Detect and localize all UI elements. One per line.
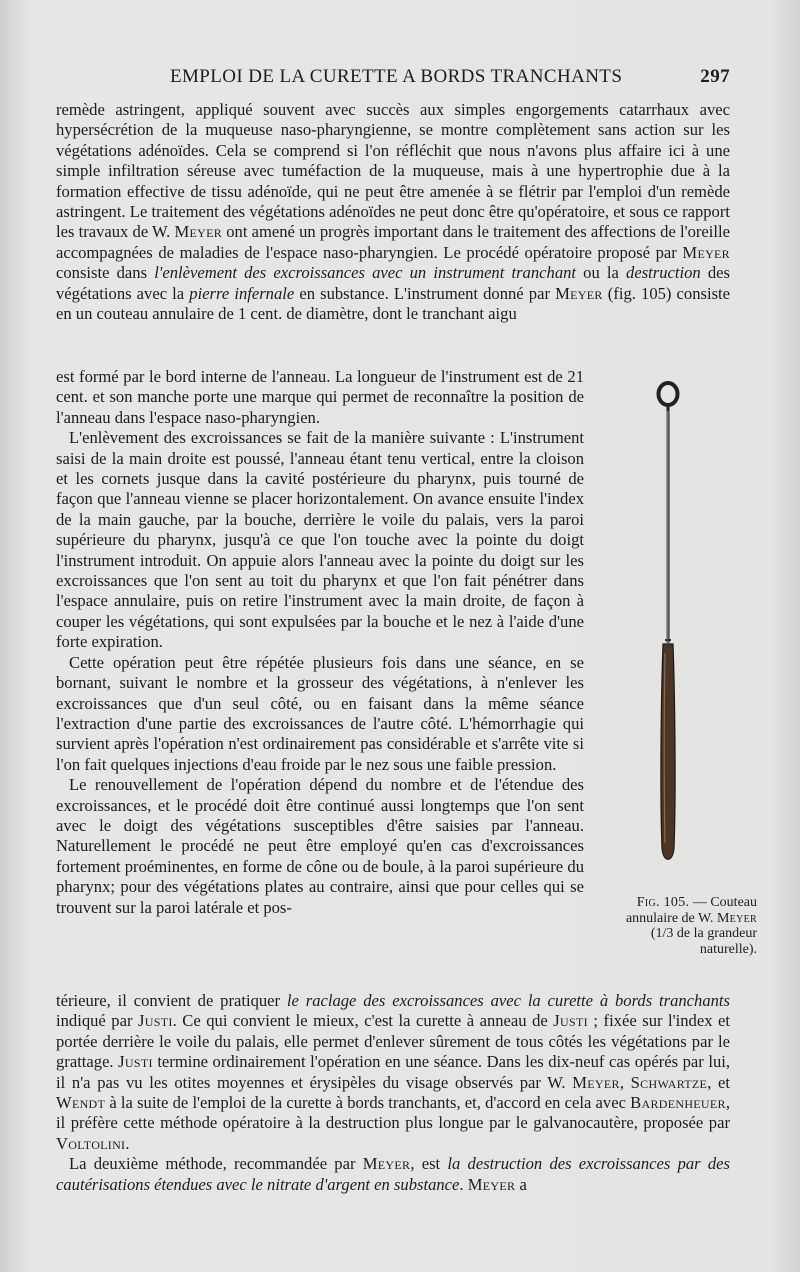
author-name: Justi	[118, 1052, 153, 1072]
running-title: EMPLOI DE LA CURETTE A BORDS TRANCHANTS	[170, 66, 623, 87]
text-run: La deuxième méthode, recommandée par	[69, 1154, 363, 1174]
text-run: (fig. 105) consiste en un couteau annulaire de 1 cent. de diamètre, dont le tranchant aigu	[56, 283, 731, 324]
italic-phrase: destruction	[626, 263, 701, 283]
author-name: Meyer	[716, 910, 757, 926]
text-run: ,	[619, 1072, 631, 1092]
annular-curette-knife-illustration	[628, 378, 728, 878]
running-header	[170, 66, 730, 92]
figure-caption	[607, 895, 757, 957]
text-run: . Ce qui convient le mieux, c'est la curette à anneau de	[172, 1011, 554, 1031]
text-run: remède astringent, appliqué souvent avec succès aux simples engorgements catarrhaux avec hypersécrétion de la muqueuse naso-pharyngienne, se montre complètement sans action sur les végétations adénoïdes. Cela se comprend si l'on réfléchit que nous n'avons plus affaire ici à une simple infiltration séreuse avec tuméfaction de la muqueuse, mais à une hypertrophie due à la formation effective de tissu adénoïde, qui ne peut être amenée à se flétrir par l'emploi d'un remède astringent. Le traitement des végétations adénoïdes ne peut donc être qu'opératoire, et sous ce rapport les travaux de W.	[56, 100, 730, 242]
author-name: Meyer	[555, 283, 603, 303]
author-name: Meyer	[682, 242, 730, 262]
text-run: , il préfère cette méthode opératoire à la destruction plus longue par le galvanocautère, proposée par	[56, 1093, 730, 1133]
author-name: Meyer	[174, 222, 223, 242]
paragraph-instrument: est formé par le bord interne de l'anneau. La longueur de l'instrument est de 21 cent. et son manche porte une marque qui permet de reconnaître la position de l'anneau dans l'espace naso-pharyngien.	[56, 367, 584, 427]
paragraph-repetition: Cette opération peut être répétée plusieurs fois dans une séance, en se bornant, suivant le nombre et la grosseur des végétations, à n'enlever les excroissances que d'un seul côté, ou en faisant dans la même séance l'extraction d'une partie des excroissances de l'autre côté. L'hémorrhagie qui survient après l'opération n'est ordinairement pas considérable et s'arrête vite si l'on fait quelques injections d'eau froide par le nez sous une faible pression.	[56, 652, 584, 774]
italic-phrase: pierre infernale	[189, 283, 295, 303]
author-name: Justi	[553, 1011, 588, 1031]
paragraph-opening	[56, 100, 730, 324]
paragraph-second-method	[56, 1154, 730, 1195]
paragraph-procedure: L'enlèvement des excroissances se fait de la manière suivante : L'instrument saisi de la main droite est poussé, l'anneau étant tenu vertical, entre la cloison et les cornets jusque dans la cavité postérieure du pharynx, puis tourné de façon que l'anneau vienne se placer horizontalement. On avance ensuite l'index de la main gauche, par la bouche, derrière le voile du palais, vers la paroi supérieure du pharynx, jusqu'à ce que l'on touche avec la pointe du doigt l'instrument introduit. On appuie alors l'anneau avec la pointe du doigt sur les excroissances que l'on sent au toit du pharynx et que l'on fait pénétrer dans l'espace annulaire, puis on retire l'instrument avec la main droite, de façon à couper les végétations, qui sont expulsées par la bouche et le nez à l'aide d'une forte expiration.	[56, 428, 584, 652]
text-run: consiste dans	[56, 263, 155, 283]
page-number: 297	[700, 66, 730, 87]
author-name: Meyer	[362, 1154, 411, 1174]
caption-text: (1/3 de la grandeur naturelle).	[650, 926, 757, 957]
text-run: indiqué par	[56, 1011, 138, 1031]
author-name: Schwartze	[630, 1072, 708, 1092]
text-run: ont amené un progrès important dans le traitement des affections de l'oreille accompagnées de maladies de l'espace naso-pharyngien. Le procédé opératoire proposé par	[56, 222, 730, 262]
paragraph-renewal: Le renouvellement de l'opération dépend du nombre et de l'étendue des excroissances, et le procédé doit être continué aussi longtemps que l'on sent avec le doigt des végétations susceptibles d'être saisies par l'anneau. Naturellement le procédé ne peut être employé qu'en cas d'excroissances fortement proéminentes, en forme de cône ou de boule, à la paroi supérieure du pharynx; pour des végétations plates au contraire, ainsi que pour celles qui se trouvent sur la paroi latérale et pos-	[56, 775, 584, 917]
narrow-column	[56, 367, 584, 918]
figure-label: Fig. 105.	[636, 895, 690, 910]
figure-105	[628, 378, 728, 878]
text-run: termine ordinairement l'opération en une séance. Dans les dix-neuf cas opérés par lui, il n'a pas vu les otites moyennes et érysipèles du visage observés par W.	[56, 1052, 731, 1092]
text-run: à la suite de l'emploi de la curette à bords tranchants, et, d'accord en cela avec	[105, 1093, 631, 1113]
text-run: .	[125, 1133, 130, 1153]
author-name: Bardenheuer	[630, 1093, 726, 1113]
text-run: en substance. L'instrument donné par	[294, 283, 556, 303]
author-name: Meyer	[572, 1072, 620, 1092]
italic-phrase: l'enlèvement des excroissances avec un instrument tranchant	[154, 263, 577, 283]
author-name: Justi	[138, 1011, 173, 1031]
text-run: , est	[410, 1154, 448, 1174]
italic-phrase: la destruction des excroissances par des cautérisations étendues avec le nitrate d'argent en substance	[56, 1154, 730, 1194]
paragraph-closing	[56, 991, 730, 1195]
text-run: .	[459, 1174, 468, 1194]
text-run: , et	[707, 1072, 730, 1092]
author-name: Meyer	[467, 1174, 516, 1194]
caption-text: — Couteau annulaire de W.	[625, 895, 757, 926]
text-run: ; fixée sur l'index et portée derrière le voile du palais, elle permet d'enlever sûrement de tous côtés les végétations par le grattage.	[56, 1011, 730, 1072]
text-run: ou la	[576, 263, 627, 283]
text-run: des végétations avec la	[56, 263, 730, 303]
author-name: Voltolini	[56, 1133, 126, 1153]
text-run: a	[515, 1174, 527, 1194]
text-run: térieure, il convient de pratiquer	[56, 991, 287, 1010]
italic-phrase: le raclage des excroissances avec la curette à bords tranchants	[286, 991, 730, 1010]
author-name: Wendt	[56, 1093, 106, 1113]
